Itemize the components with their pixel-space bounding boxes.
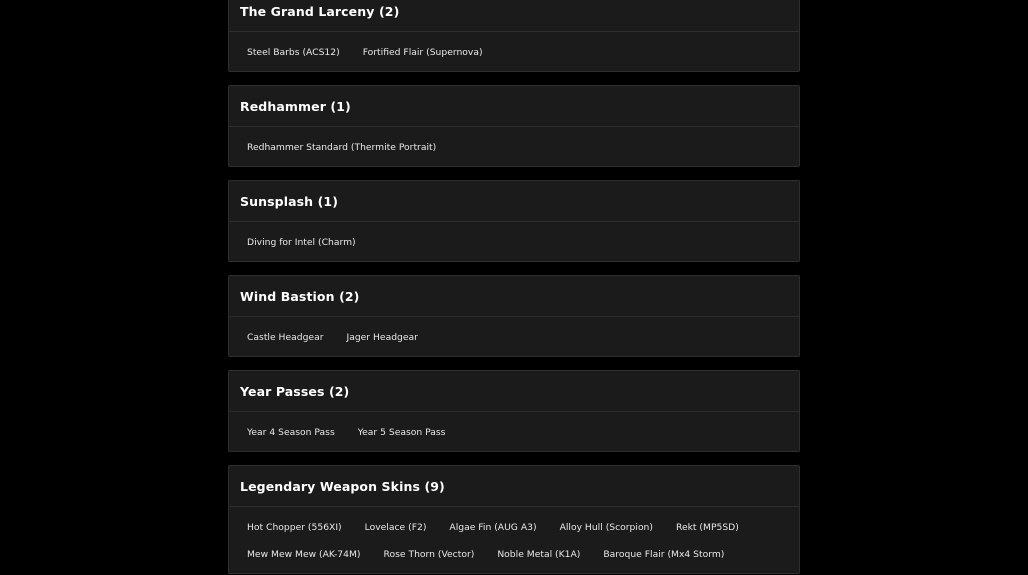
item-row bbox=[240, 541, 788, 568]
section-card-wind-bastion bbox=[228, 275, 800, 357]
item-link-algae-fin[interactable]: Algae Fin (AUG A3) bbox=[449, 522, 537, 533]
section-title: Wind Bastion (2) bbox=[240, 288, 360, 304]
collection-list bbox=[228, 0, 800, 575]
section-header bbox=[229, 86, 799, 127]
item-link-alloy-hull[interactable]: Alloy Hull (Scorpion) bbox=[559, 522, 653, 533]
section-card-legendary-weapon-skins bbox=[228, 465, 800, 574]
item-link-diving-for-intel[interactable]: Diving for Intel (Charm) bbox=[247, 237, 356, 248]
item-link-rose-thorn[interactable]: Rose Thorn (Vector) bbox=[383, 549, 475, 560]
section-header bbox=[229, 371, 799, 412]
item-link-lovelace[interactable]: Lovelace (F2) bbox=[364, 522, 427, 533]
item-link-hot-chopper[interactable]: Hot Chopper (556XI) bbox=[247, 522, 342, 533]
item-link-year-5-season-pass[interactable]: Year 5 Season Pass bbox=[357, 427, 446, 438]
section-card-sunsplash bbox=[228, 180, 800, 262]
section-header bbox=[229, 466, 799, 507]
item-link-noble-metal[interactable]: Noble Metal (K1A) bbox=[497, 549, 581, 560]
item-link-mew-mew-mew[interactable]: Mew Mew Mew (AK-74M) bbox=[247, 549, 361, 560]
section-items bbox=[229, 412, 799, 451]
section-title: Year Passes (2) bbox=[240, 383, 350, 399]
item-link-castle-headgear[interactable]: Castle Headgear bbox=[247, 332, 324, 343]
section-items bbox=[229, 222, 799, 261]
item-row bbox=[240, 39, 788, 66]
section-header bbox=[229, 181, 799, 222]
section-header bbox=[229, 0, 799, 32]
item-link-redhammer-standard[interactable]: Redhammer Standard (Thermite Portrait) bbox=[247, 142, 437, 153]
section-title: Redhammer (1) bbox=[240, 98, 351, 114]
section-header bbox=[229, 276, 799, 317]
section-title: Legendary Weapon Skins (9) bbox=[240, 478, 445, 494]
item-row bbox=[240, 229, 788, 256]
item-row bbox=[240, 514, 788, 541]
item-link-steel-barbs[interactable]: Steel Barbs (ACS12) bbox=[247, 47, 340, 58]
item-row bbox=[240, 419, 788, 446]
section-title: The Grand Larceny (2) bbox=[240, 3, 400, 19]
section-items bbox=[229, 507, 799, 573]
section-card-redhammer bbox=[228, 85, 800, 167]
section-items bbox=[229, 32, 799, 71]
section-title: Sunsplash (1) bbox=[240, 193, 339, 209]
item-link-fortified-flair[interactable]: Fortified Flair (Supernova) bbox=[362, 47, 483, 58]
item-link-rekt[interactable]: Rekt (MP5SD) bbox=[675, 522, 739, 533]
section-items bbox=[229, 317, 799, 356]
section-card-year-passes bbox=[228, 370, 800, 452]
item-row bbox=[240, 324, 788, 351]
section-card-the-grand-larceny bbox=[228, 0, 800, 72]
item-link-jager-headgear[interactable]: Jager Headgear bbox=[346, 332, 418, 343]
item-link-year-4-season-pass[interactable]: Year 4 Season Pass bbox=[247, 427, 335, 438]
item-link-baroque-flair[interactable]: Baroque Flair (Mx4 Storm) bbox=[603, 549, 725, 560]
section-items bbox=[229, 127, 799, 166]
item-row bbox=[240, 134, 788, 161]
